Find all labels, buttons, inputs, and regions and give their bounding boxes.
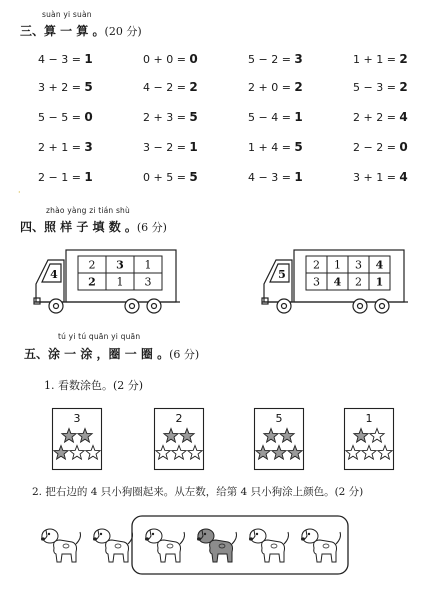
equation-answer: 5 (84, 80, 93, 94)
equation-expression: 5 − 2 = (248, 53, 295, 66)
equation-expression: 2 − 2 = (353, 141, 400, 154)
equation (38, 170, 93, 184)
truck-cab (36, 260, 64, 302)
equation-answer: 2 (189, 80, 198, 94)
truck-grid-number: 2 (355, 275, 362, 289)
truck-1 (34, 248, 184, 318)
equation (143, 110, 198, 124)
equation-answer: 3 (84, 140, 93, 154)
equation-expression: 2 + 3 = (143, 111, 190, 124)
equation-answer: 4 (399, 170, 408, 184)
truck-grid-number: 1 (144, 258, 152, 272)
truck-grid-number: 4 (333, 275, 342, 289)
equation (248, 52, 303, 66)
truck-hub (282, 304, 287, 309)
equation (353, 170, 408, 184)
truck-hub (380, 304, 385, 309)
equation-answer: 3 (294, 52, 303, 66)
equation-expression: 4 − 3 = (38, 53, 85, 66)
dog-icon[interactable] (145, 529, 185, 562)
equation-expression: 0 + 0 = (143, 53, 190, 66)
section3-points: (20 分) (104, 25, 142, 38)
truck-grid-number: 2 (88, 275, 96, 289)
equation-answer: 5 (189, 110, 198, 124)
section3-heading (20, 22, 142, 39)
question-2-label: 2. 把右边的 4 只小狗圈起来。从左数，给第 4 只小狗涂上颜色。(2 分) (32, 486, 364, 498)
equation-answer: 5 (294, 140, 303, 154)
equation-answer: 1 (294, 170, 303, 184)
dog-icon[interactable] (301, 529, 341, 562)
truck-grid-number: 3 (144, 275, 152, 289)
equation-expression: 5 − 5 = (38, 111, 85, 124)
star-box-number: 3 (73, 412, 81, 425)
truck-grid-number: 1 (375, 275, 384, 289)
equation (353, 80, 408, 94)
equation-expression: 3 + 1 = (353, 171, 400, 184)
star-box-number: 5 (275, 412, 283, 425)
equation-answer: 0 (84, 110, 93, 124)
dog-icon[interactable] (249, 529, 289, 562)
dog-icon[interactable] (197, 529, 237, 562)
equation-answer: 2 (399, 52, 408, 66)
equation-answer: 1 (189, 140, 198, 154)
truck-grid-number: 3 (116, 258, 124, 272)
equation (248, 140, 303, 154)
equation-expression: 0 + 5 = (143, 171, 190, 184)
equation-expression: 2 − 1 = (38, 171, 85, 184)
equation-expression: 5 − 4 = (248, 111, 295, 124)
equation-expression: 5 − 3 = (353, 81, 400, 94)
dog-row (0, 510, 446, 580)
truck-2 (262, 248, 412, 318)
equation (38, 52, 93, 66)
star-box (154, 408, 204, 470)
equation (248, 80, 303, 94)
truck-hub (54, 304, 59, 309)
star-box (344, 408, 394, 470)
equation (143, 52, 198, 66)
truck-hub (358, 304, 363, 309)
equation-answer: 1 (294, 110, 303, 124)
equation-answer: 0 (189, 52, 198, 66)
equation-expression: 3 + 2 = (38, 81, 85, 94)
equation (353, 140, 408, 154)
equation-expression: 1 + 1 = (353, 53, 400, 66)
truck-cab-number: 4 (50, 268, 58, 281)
equation (38, 140, 93, 154)
equation-expression: 4 − 2 = (143, 81, 190, 94)
equation-expression: 4 − 3 = (248, 171, 295, 184)
stray-mark: · (18, 188, 21, 197)
dog-icon[interactable] (93, 529, 133, 562)
star-box-number: 1 (365, 412, 373, 425)
truck-hub (130, 304, 135, 309)
equation (143, 170, 198, 184)
star-box-number: 2 (175, 412, 183, 425)
star-box (52, 408, 102, 470)
equation (353, 52, 408, 66)
section4-points: (6 分) (136, 221, 167, 234)
equation (38, 110, 93, 124)
equation (248, 110, 303, 124)
truck-grid-number: 4 (375, 258, 384, 272)
equation (38, 80, 93, 94)
truck-cab (264, 260, 292, 302)
section3-pinyin: suàn yi suàn (42, 10, 92, 19)
section5-points: (6 分) (169, 348, 200, 361)
section4-title: 四、照 样 子 填 数 。 (20, 220, 137, 234)
equation-expression: 1 + 4 = (248, 141, 295, 154)
truck-grid-number: 1 (334, 258, 341, 272)
dog-icon[interactable] (41, 529, 81, 562)
equation-answer: 5 (189, 170, 198, 184)
equation-answer: 0 (399, 140, 408, 154)
truck-grid-number: 2 (313, 258, 320, 272)
equation-expression: 3 − 2 = (143, 141, 190, 154)
equation-answer: 1 (84, 170, 93, 184)
equation-answer: 4 (399, 110, 408, 124)
section4-pinyin: zhào yàng zi tián shù (46, 206, 130, 215)
truck-grid-number: 3 (355, 258, 362, 272)
truck-cab-number: 5 (278, 268, 286, 281)
equation-answer: 1 (84, 52, 93, 66)
truck-grid-number: 2 (88, 258, 96, 272)
section5-title: 五、涂 一 涂 ，圈 一 圈 。 (24, 347, 170, 361)
truck-grid-number: 1 (116, 275, 124, 289)
star-box (254, 408, 304, 470)
equation (143, 80, 198, 94)
equation-expression: 2 + 2 = (353, 111, 400, 124)
section4-heading (20, 218, 167, 235)
question-1-label: 1. 看数涂色。(2 分) (44, 379, 144, 392)
section3-title: 三、算 一 算 。 (20, 24, 105, 38)
equation (353, 110, 408, 124)
truck-grid-number: 3 (313, 275, 320, 289)
equation (248, 170, 303, 184)
equation-answer: 2 (399, 80, 408, 94)
equation-answer: 2 (294, 80, 303, 94)
equation-expression: 2 + 0 = (248, 81, 295, 94)
equation (143, 140, 198, 154)
section5-pinyin: tú yi tú quān yi quān (58, 332, 141, 341)
truck-hub (152, 304, 157, 309)
equation-expression: 2 + 1 = (38, 141, 85, 154)
section5-heading (24, 345, 199, 362)
